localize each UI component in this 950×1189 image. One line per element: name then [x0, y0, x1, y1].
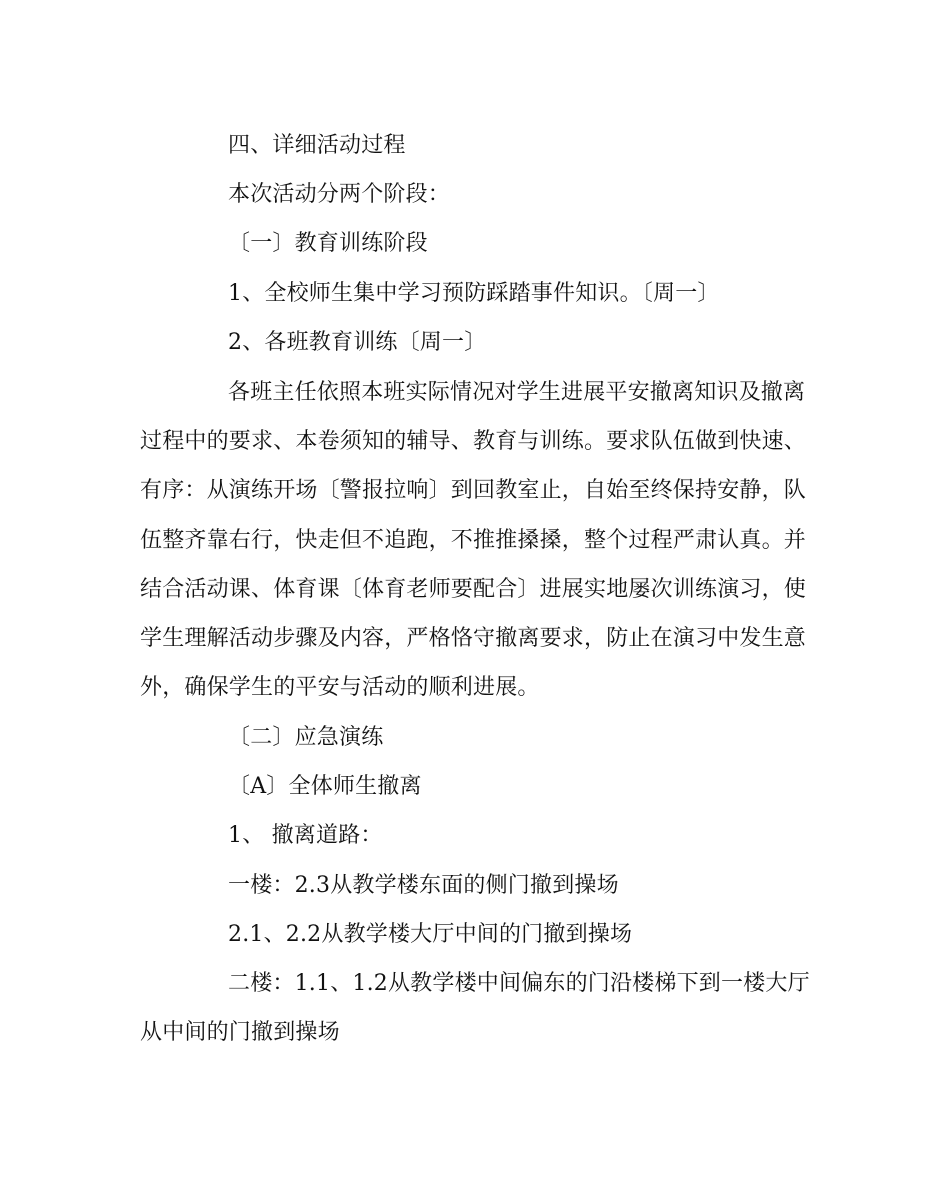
- list-item-2: 2、各班教育训练〔周一〕: [228, 330, 487, 355]
- subsection-heading-a: 〔A〕全体师生撤离: [228, 774, 422, 799]
- paragraph-line: 学生理解活动步骤及内容，严格恪守撤离要求，防止在演习中发生意: [140, 626, 807, 651]
- paragraph-line: 各班主任依照本班实际情况对学生进展平安撤离知识及撤离: [228, 380, 806, 405]
- list-item-1: 1、全校师生集中学习预防踩踏事件知识。〔周一〕: [228, 281, 720, 306]
- paragraph-line: 过程中的要求、本卷须知的辅导、教育与训练。要求队伍做到快速、: [140, 429, 807, 454]
- paragraph-line: 一楼：2.3从教学楼东面的侧门撤到操场: [228, 873, 619, 898]
- list-item-route: 1、 撤离道路：: [228, 823, 383, 848]
- paragraph-line: 从中间的门撤到操场: [140, 1020, 340, 1045]
- paragraph-line: 本次活动分两个阶段：: [228, 182, 451, 207]
- paragraph-line: 结合活动课、体育课〔体育老师要配合〕进展实地屡次训练演习，使: [140, 577, 807, 602]
- paragraph-line: 外，确保学生的平安与活动的顺利进展。: [140, 675, 540, 700]
- subsection-heading-2: 〔二〕应急演练: [228, 725, 384, 750]
- paragraph-line: 2.1、2.2从教学楼大厅中间的门撤到操场: [228, 922, 633, 947]
- subsection-heading-1: 〔一〕教育训练阶段: [228, 231, 428, 256]
- paragraph-line: 有序：从演练开场〔警报拉响〕到回教室止，自始至终保持安静，队: [140, 478, 807, 503]
- paragraph-line: 二楼：1.1、1.2从教学楼中间偏东的门沿楼梯下到一楼大厅: [228, 971, 810, 996]
- paragraph-line: 伍整齐靠右行，快走但不追跑，不推推搡搡，整个过程严肃认真。并: [140, 528, 807, 553]
- section-heading-4: 四、详细活动过程: [228, 133, 406, 158]
